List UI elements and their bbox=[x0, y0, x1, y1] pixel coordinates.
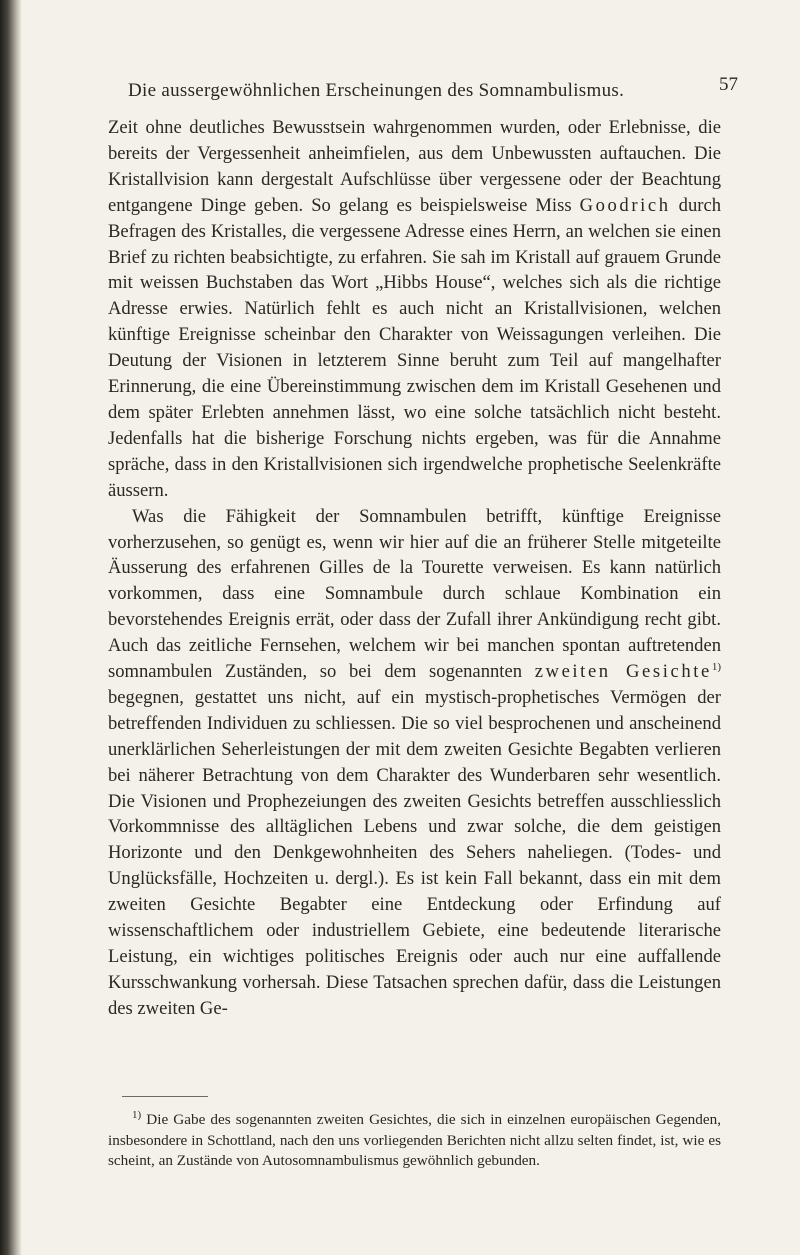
footnote-marker: 1) bbox=[132, 1108, 142, 1121]
running-head: Die aussergewöhnlichen Erscheinungen des Somnambulismus. bbox=[128, 80, 625, 101]
footnote-rule bbox=[122, 1096, 208, 1097]
emphasized-term: zweiten Gesichte bbox=[534, 661, 712, 683]
paragraph-2 bbox=[108, 504, 721, 1022]
paragraph-2-text-a: Was die Fähigkeit der Somnambulen betrifft, künftige Ereignisse vorherzusehen, so genügt es, wenn wir hier auf die an früherer Stelle mitgeteilte Äusserung des erfahrenen Gilles de la Tourette verweisen. Es kann natürlich vorkommen, dass eine Somnambule durch schlaue Kombination ein bevorstehendes Ereignis errät, oder dass der Zufall ihrer Ankündigung recht gibt. Auch das zeitliche Fernsehen, welchem wir bei manchen spontan auftretenden somnambulen Zuständen, so bei dem sogenannten bbox=[108, 505, 721, 683]
paragraph-1-text-b: durch Befragen des Kristalles, die vergessene Adresse eines Herrn, an welchen sie einen Brief zu richten beabsichtigte, zu erfahren. Sie sah im Kristall auf grauem Grunde mit weissen Buchstaben das Wort „Hibbs House“, welches sich als die richtige Adresse erwies. Natürlich fehlt es auch nicht an Kristallvisionen, welchen künftige Ereignisse scheinbar den Charakter von Weissagungen verleihen. Die Deutung der Visionen in letzterem Sinne beruht zum Teil auf mangelhafter Erinnerung, die eine Übereinstimmung zwischen dem im Kristall Gesehenen und dem später Erlebten annehmen lässt, wo eine solche tatsächlich nicht besteht. Jedenfalls hat die bisherige Forschung nichts ergeben, was für die Annahme spräche, dass in den Kristallvisionen sich irgendwelche prophetische Seelenkräfte äussern. bbox=[108, 194, 721, 501]
footnote bbox=[108, 1110, 721, 1172]
paragraph-1 bbox=[108, 115, 721, 504]
page-header bbox=[90, 72, 738, 108]
footnote-reference: 1) bbox=[711, 660, 722, 673]
paragraph-2-text-b: begegnen, gestattet uns nicht, auf ein mystisch-prophetisches Vermögen der betreffenden Individuen zu schliessen. Die so viel besprochenen und anscheinend unerklärlichen Seherleistungen der mit dem zweiten Gesichte Begabten verlieren bei näherer Betrachtung von dem Charakter des Wunderbaren sehr wesentlich. Die Visionen und Prophezeiungen des zweiten Gesichts betreffen ausschliesslich Vorkommnisse des alltäglichen Lebens und zwar solche, die dem geistigen Horizonte und den Denkgewohnheiten des Sehers naheliegen. (Todes- und Unglücksfälle, Hochzeiten u. dergl.). Es ist kein Fall bekannt, dass ein mit dem zweiten Gesichte Begabter eine Entdeckung oder Erfindung auf wissenschaftlichem oder industriellem Gebiete, eine bedeutende literarische Leistung, ein wichtiges politisches Ereignis oder auch nur eine auffallende Kursschwankung vorhersah. Diese Tatsachen sprechen dafür, dass die Leistungen des zweiten Ge- bbox=[108, 686, 721, 1019]
paragraph-1-text-a: Zeit ohne deutliches Bewusstsein wahrgenommen wurden, oder Erlebnisse, die bereits der Vergessenheit anheimfielen, aus dem Unbewussten auftauchen. Die Kristallvision kann dergestalt Aufschlüsse über vergessene oder der Beachtung entgangene Dinge geben. So gelang es beispielsweise Miss bbox=[108, 117, 721, 216]
footnote-text: Die Gabe des sogenannten zweiten Gesichtes, die sich in einzelnen europäischen Gegenden, insbesondere in Schottland, nach den uns vorliegenden Berichten nicht allzu selten findet, ist, wie es scheint, an Zustände von Autosomnambulismus gewöhnlich gebunden. bbox=[108, 1111, 721, 1169]
person-name: Goodrich bbox=[579, 194, 671, 216]
binding-shadow bbox=[0, 0, 22, 1255]
body-text bbox=[108, 115, 721, 1022]
page-number: 57 bbox=[719, 74, 738, 95]
